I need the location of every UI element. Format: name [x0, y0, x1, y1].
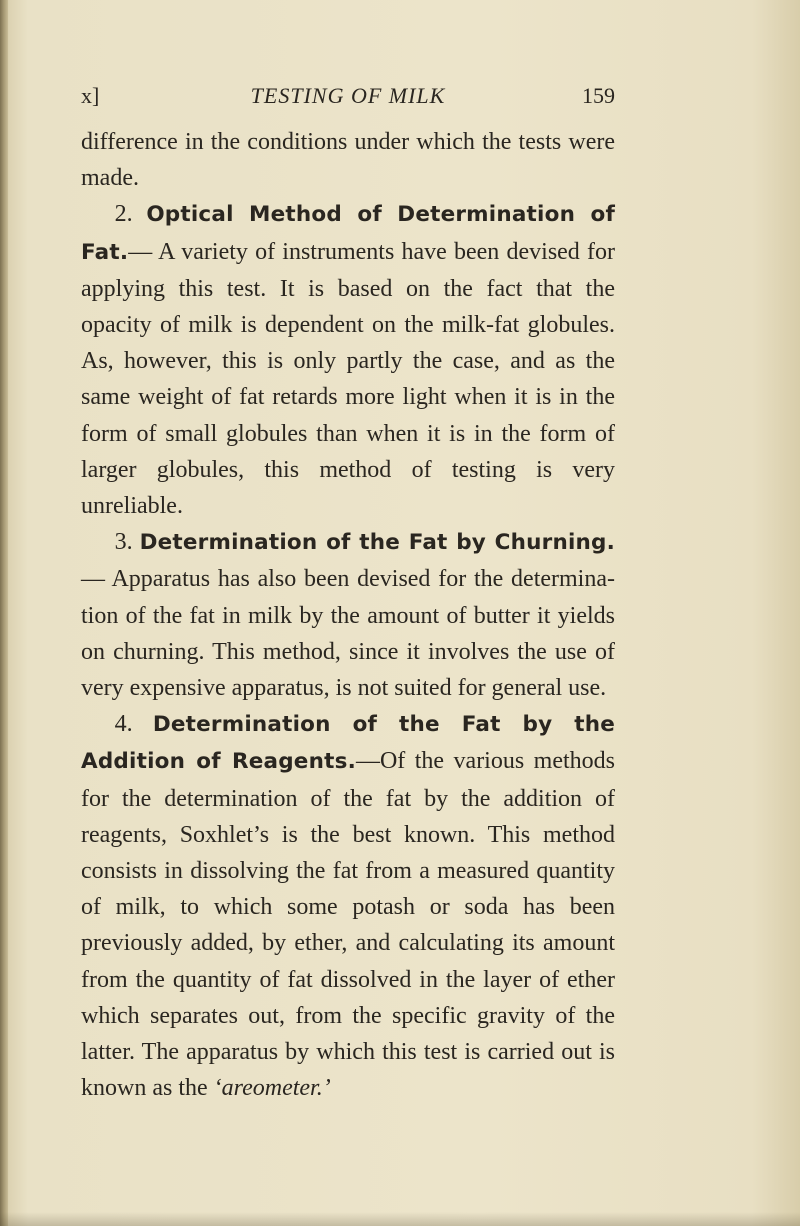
- paragraph-optical-method: [81, 196, 615, 524]
- section-heading: Determination of the Fat by the Addition of Reagents.: [81, 712, 615, 775]
- section-heading: Optical Method of Determination of Fat.: [81, 202, 615, 265]
- paragraph-churning-method: [81, 524, 615, 706]
- page-number: 159: [582, 83, 615, 108]
- chapter-marker: x]: [81, 83, 100, 108]
- section-number: 2.: [114, 201, 133, 228]
- section-text: — Apparatus has also been devised for the determination of the fat in milk by the amount of butter it yields on churning. This method, since it involves the use of very expensive apparatus, is not suited for general use.: [81, 566, 615, 702]
- paragraph-continuation: difference in the conditions under which the tests were made.: [81, 129, 615, 192]
- running-title: TESTING OF MILK: [250, 83, 446, 108]
- section-text: — A variety of instruments have been devised for applying this test. It is based on the fact that the opacity of milk is dependent on the milk-fat globules. As, however, this is only partly the case, and as the same weight of fat retards more light when it is in the form of small globules than when it is in the form of larger globules, this method of testing is very unreliable.: [81, 238, 615, 520]
- body-text: [81, 124, 615, 1106]
- section-number: 3.: [114, 529, 133, 556]
- section-number: 4.: [114, 711, 133, 738]
- page-binding-edge: [0, 0, 8, 1226]
- section-text: —Of the various methods for the determination of the fat by the addition of reagents, Soxhlet’s is the best known. This method consists in dissolving the fat from a measured quantity of milk, to which some potash or soda has been previously added, by ether, and calculating its amount from the quantity of fat dissolved in the layer of ether which separates out, from the specific gravity of the latter. The apparatus by which this test is carried out is known as the: [81, 748, 615, 1102]
- italic-term: ‘areometer.’: [213, 1075, 331, 1102]
- paragraph-reagents-method: [81, 706, 615, 1106]
- page-bottom-shadow: [0, 1212, 800, 1226]
- running-header: [81, 80, 615, 112]
- section-heading: Determination of the Fat by Churning.: [139, 530, 616, 556]
